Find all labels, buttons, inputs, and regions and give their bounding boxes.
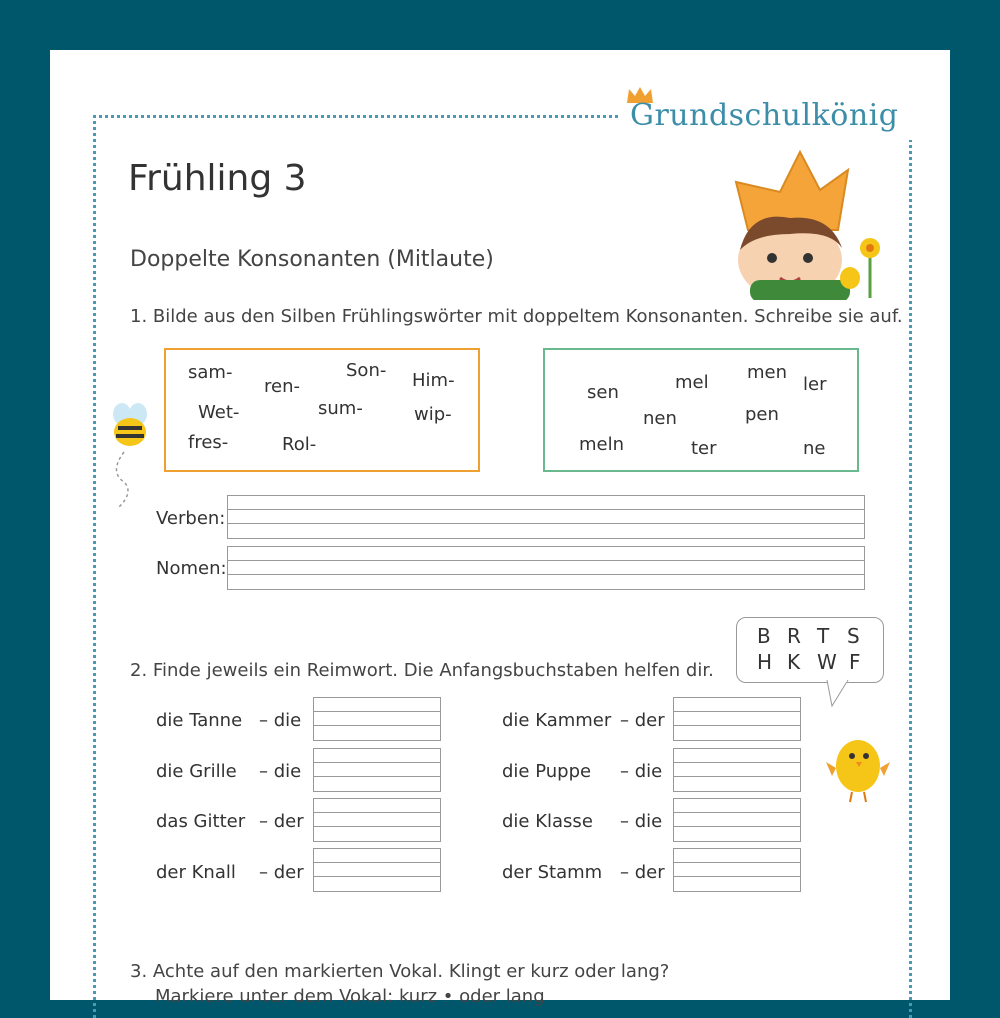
bee-icon xyxy=(104,402,158,512)
syllable: fres- xyxy=(188,432,229,453)
hint-letter: T xyxy=(817,624,830,648)
bubble-tail xyxy=(826,680,850,708)
syllable: meln xyxy=(579,434,625,455)
syllable: ter xyxy=(691,438,717,459)
section-subtitle: Doppelte Konsonanten (Mitlaute) xyxy=(130,247,494,272)
task1-instruction: 1. Bilde aus den Silben Frühlingswörter mit doppeltem Konsonanten. Schreibe sie auf. xyxy=(130,306,903,327)
rhyme-word: die Grille xyxy=(156,761,237,782)
syllable: men xyxy=(747,362,788,383)
rhyme-word: die Tanne xyxy=(156,710,243,731)
syllable: pen xyxy=(745,404,779,425)
rhyme-article: – die xyxy=(259,761,302,782)
syllable: wip- xyxy=(414,404,452,425)
verbs-writing-lines[interactable] xyxy=(227,495,865,539)
rhyme-answer-box[interactable] xyxy=(673,798,801,842)
hint-letter: S xyxy=(847,624,860,648)
boy-with-crown-illustration xyxy=(730,130,900,300)
rhyme-answer-box[interactable] xyxy=(673,748,801,792)
syllable: sen xyxy=(587,382,619,403)
hint-letter: H xyxy=(757,650,773,674)
rhyme-answer-box[interactable] xyxy=(313,697,441,741)
rhyme-article: – der xyxy=(259,862,304,883)
rhyme-article: – die xyxy=(259,710,302,731)
rhyme-word: die Puppe xyxy=(502,761,592,782)
syllable: Wet- xyxy=(198,402,240,423)
worksheet-page xyxy=(50,50,950,1007)
syllable: ren- xyxy=(264,376,300,397)
rhyme-article: – die xyxy=(620,811,663,832)
nouns-writing-lines[interactable] xyxy=(227,546,865,590)
rhyme-article: – der xyxy=(620,862,665,883)
rhyme-word: die Kammer xyxy=(502,710,612,731)
syllable-box-right xyxy=(543,348,859,472)
rhyme-answer-box[interactable] xyxy=(313,748,441,792)
rhyme-word: der Stamm xyxy=(502,862,603,883)
rhyme-article: – die xyxy=(620,761,663,782)
hint-letter: B xyxy=(757,624,771,648)
syllable-box-left xyxy=(164,348,480,472)
syllable: sam- xyxy=(188,362,233,383)
chick-icon xyxy=(824,726,894,806)
brand-logo: Grundschulkönig xyxy=(630,98,899,133)
hint-letter: W xyxy=(817,650,837,674)
syllable: Son- xyxy=(346,360,387,381)
hint-letter: R xyxy=(787,624,801,648)
page-title: Frühling 3 xyxy=(128,158,307,199)
syllable: Rol- xyxy=(282,434,317,455)
rhyme-answer-box[interactable] xyxy=(313,848,441,892)
hint-letter: K xyxy=(787,650,801,674)
task3-instruction-line2: Markiere unter dem Vokal: kurz • oder lang xyxy=(155,986,545,1007)
syllable: sum- xyxy=(318,398,363,419)
task3-instruction: 3. Achte auf den markierten Vokal. Klingt er kurz oder lang? xyxy=(130,961,670,982)
syllable: ne xyxy=(803,438,826,459)
rhyme-word: die Klasse xyxy=(502,811,593,832)
rhyme-word: der Knall xyxy=(156,862,236,883)
letter-hint-bubble xyxy=(736,617,884,683)
rhyme-answer-box[interactable] xyxy=(673,697,801,741)
rhyme-answer-box[interactable] xyxy=(313,798,441,842)
rhyme-word: das Gitter xyxy=(156,811,246,832)
hint-letter: F xyxy=(849,650,861,674)
nouns-label: Nomen: xyxy=(156,558,227,579)
rhyme-answer-box[interactable] xyxy=(673,848,801,892)
task2-instruction: 2. Finde jeweils ein Reimwort. Die Anfangsbuchstaben helfen dir. xyxy=(130,660,714,681)
rhyme-article: – der xyxy=(620,710,665,731)
syllable: mel xyxy=(675,372,709,393)
syllable: ler xyxy=(803,374,827,395)
verbs-label: Verben: xyxy=(156,508,226,529)
syllable: nen xyxy=(643,408,677,429)
syllable: Him- xyxy=(412,370,455,391)
rhyme-article: – der xyxy=(259,811,304,832)
